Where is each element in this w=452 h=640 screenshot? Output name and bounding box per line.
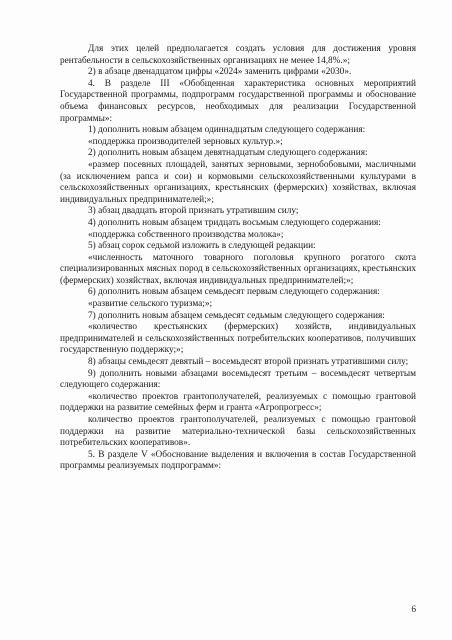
- paragraph-quote-cooperatives: количество проектов грантополучателей, реализуемых с помощью грантовой поддержки на развитие материально-технической базы сельскохозяйственных потребительских кооперативов».: [60, 415, 416, 449]
- page-number: 6: [411, 605, 416, 615]
- paragraph-quote-tourism: «развитие сельского туризма;»;: [88, 299, 213, 310]
- paragraph-quote-crop-area: «размер посевных площадей, занятых зерновыми, зернобобовыми, масличными (за исключением рапса и сои) и кормовыми сельскохозяйственными культурами в сельскохозяйственных организациях, крестьянских (фермерских) хозяйствах, включая индивидуальных предпринимателей;»;: [60, 159, 416, 205]
- paragraph-item-5: 5) абзац сорок седьмой изложить в следующей редакции:: [88, 241, 316, 252]
- paragraph-item-7: 7) дополнить новым абзацем семьдесят седьмым следующего содержания:: [88, 310, 385, 321]
- paragraph-item-9: 9) дополнить новыми абзацами восемьдесят третьим – восемьдесят четвертым следующего содержания:: [60, 368, 416, 391]
- paragraph-item-4: 4) дополнить новым абзацем тридцать восьмым следующего содержания:: [88, 217, 381, 228]
- paragraph-rentability: Для этих целей предполагается создать условия для достижения уровня рентабельности в сельскохозяйственных организациях не менее 14,8%.»;: [60, 44, 416, 66]
- paragraph-quote-grain: «поддержка производителей зерновых культур.»;: [88, 136, 283, 147]
- body-text: [60, 44, 416, 473]
- paragraph-section-5-heading: 5. В разделе V «Обоснование выделения и включения в состав Государственной программы реализуемых подпрограмм»:: [60, 449, 416, 472]
- paragraph-section-4-heading: 4. В разделе III «Обобщенная характеристика основных мероприятий Государственной программы, подпрограмм государственной программы и обоснование объема финансовых ресурсов, необходимых для реализации Государственной программы»:: [60, 78, 416, 124]
- paragraph-quote-milk: «поддержка собственного производства молока»;: [88, 229, 284, 240]
- paragraph-quote-cattle: «численность маточного товарного поголовья крупного рогатого скота специализированных мясных пород в сельскохозяйственных организациях, крестьянских (фермерских) хозяйствах, включая индивидуальных предпринимателей;»;: [60, 252, 416, 286]
- paragraph-item-6: 6) дополнить новым абзацем семьдесят первым следующего содержания:: [88, 287, 380, 298]
- paragraph-item-3: 3) абзац двадцать второй признать утратившим силу;: [88, 206, 299, 217]
- paragraph-item-8: 8) абзацы семьдесят девятый – восемьдесят второй признать утратившими силу;: [88, 357, 409, 368]
- paragraph-quote-grants: «количество проектов грантополучателей, реализуемых с помощью грантовой поддержки на развитие семейных ферм и гранта «Агропрогресс»;: [60, 391, 416, 414]
- paragraph-item-2-year: 2) в абзаце двенадцатом цифры «2024» заменить цифрами «2030».: [88, 67, 352, 78]
- paragraph-quote-farms: «количество крестьянских (фермерских) хозяйств, индивидуальных предпринимателей и сельскохозяйственных потребительских кооперативов, получивших государственную поддержку;»;: [60, 322, 416, 356]
- paragraph-item-1: 1) дополнить новым абзацем одиннадцатым следующего содержания:: [88, 125, 366, 136]
- paragraph-item-2: 2) дополнить новым абзацем девятнадцатым следующего содержания:: [88, 148, 368, 159]
